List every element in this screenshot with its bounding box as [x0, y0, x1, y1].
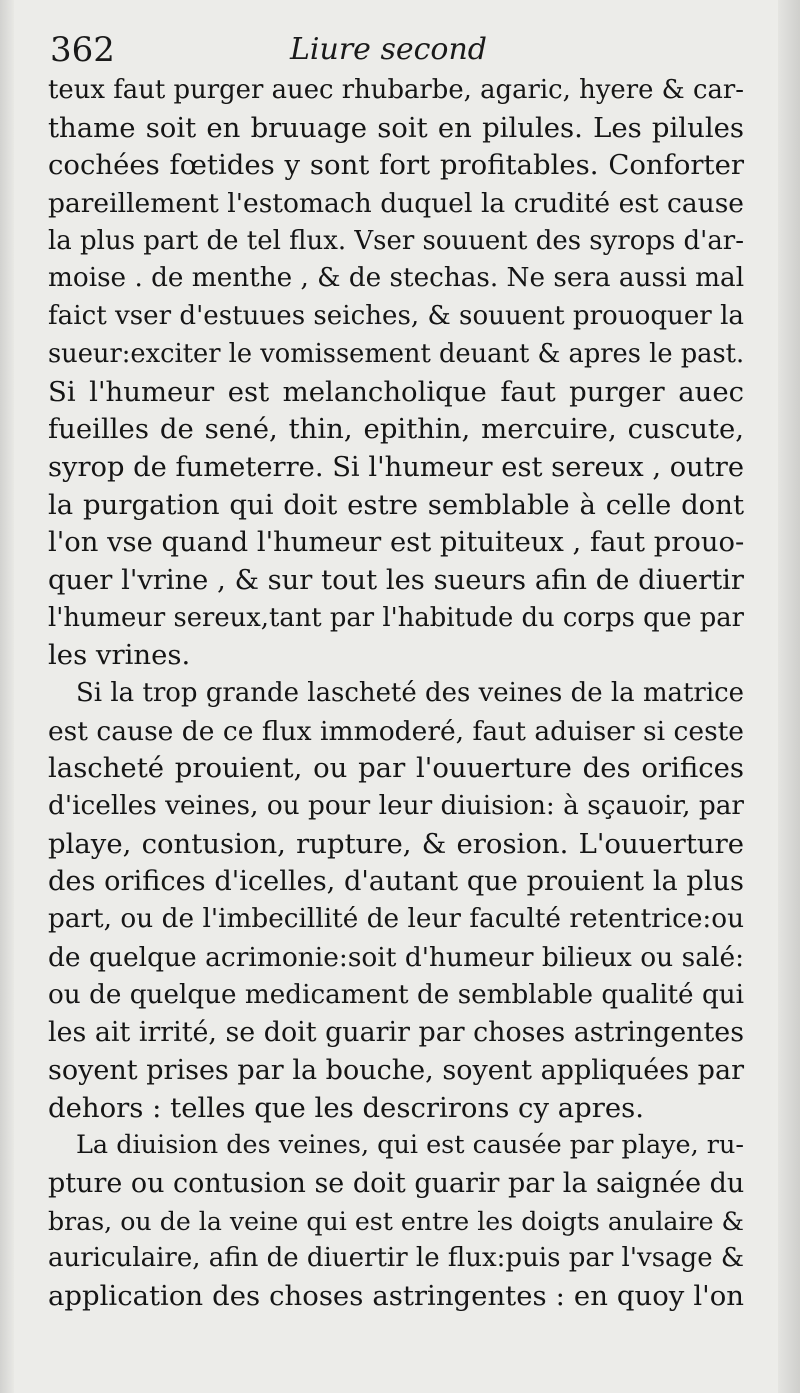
body-text: [48, 72, 744, 1316]
text-line: l'humeur sereux,tant par l'habitude du corps que par: [48, 602, 744, 633]
text-line: La diuision des veines, qui est causée par playe, ru-: [76, 1130, 744, 1161]
text-line: bras, ou de la veine qui est entre les doigts anulaire &: [48, 1206, 744, 1236]
text-line: la plus part de tel flux. Vser souuent des syrops d'ar-: [48, 225, 744, 256]
text-line: cochées fœtides y sont fort profitables. Conforter: [48, 149, 744, 182]
text-line: pture ou contusion se doit guarir par la saignée du: [48, 1167, 745, 1199]
text-line: les vrines.: [48, 639, 191, 672]
text-line: la purgation qui doit estre semblable à celle dont: [48, 488, 744, 521]
text-line: Si la trop grande lascheté des veines de la matrice: [76, 678, 744, 708]
text-line: dehors : telles que les descrirons cy apres.: [48, 1091, 645, 1124]
page-number: 362: [50, 30, 115, 70]
text-line: Si l'humeur est melancholique faut purger auec: [48, 375, 744, 408]
text-line: playe, contusion, rupture, & erosion. L'ouuerture: [48, 827, 744, 860]
text-line: moise . de menthe , & de stechas. Ne sera aussi mal: [48, 263, 745, 294]
text-line: quer l'vrine , & sur tout les sueurs afin de diuertir: [48, 564, 744, 596]
text-line: des orifices d'icelles, d'autant que prouient la plus: [48, 866, 744, 898]
text-line: syrop de fumeterre. Si l'humeur est sereux , outre: [48, 451, 744, 483]
text-line: de quelque acrimonie:soit d'humeur bilieux ou salé:: [48, 941, 744, 973]
text-line: application des choses astringentes : en quoy l'on: [48, 1280, 744, 1312]
text-line: d'icelles veines, ou pour leur diuision: à sçauoir, par: [48, 791, 744, 822]
text-line: faict vser d'estuues seiches, & souuent prouoquer la: [48, 301, 744, 332]
paragraph-2: [48, 675, 744, 1127]
text-line: soyent prises par la bouche, soyent appliquées par: [48, 1054, 744, 1086]
page-edge-right: [778, 0, 800, 1393]
page-edge-left: [0, 0, 14, 1393]
text-line: les ait irrité, se doit guarir par choses astringentes: [48, 1017, 744, 1049]
text-line: fueilles de sené, thin, epithin, mercuire, cuscute,: [48, 413, 744, 446]
text-line: est cause de ce flux immoderé, faut aduiser si ceste: [48, 715, 744, 747]
text-line: sueur:exciter le vomissement deuant & apres le past.: [48, 338, 745, 369]
text-line: auriculaire, afin de diuertir le flux:puis par l'vsage &: [48, 1243, 744, 1274]
page-header: [50, 28, 740, 72]
running-head: Liure second: [290, 32, 488, 67]
text-line: teux faut purger auec rhubarbe, agaric, hyere & car-: [48, 75, 744, 105]
text-line: thame soit en bruuage soit en pilules. Les pilules: [48, 111, 744, 144]
text-line: l'on vse quand l'humeur est pituiteux , faut prouo-: [48, 527, 745, 559]
text-line: pareillement l'estomach duquel la crudité est cause: [48, 188, 744, 220]
text-line: ou de quelque medicament de semblable qualité qui: [48, 979, 744, 1010]
text-line: part, ou de l'imbecillité de leur faculté retentrice:ou: [48, 904, 744, 935]
paragraph-3: [48, 1127, 744, 1315]
paragraph-1: [48, 72, 744, 675]
text-line: lascheté prouient, ou par l'ouuerture des orifices: [48, 752, 744, 785]
